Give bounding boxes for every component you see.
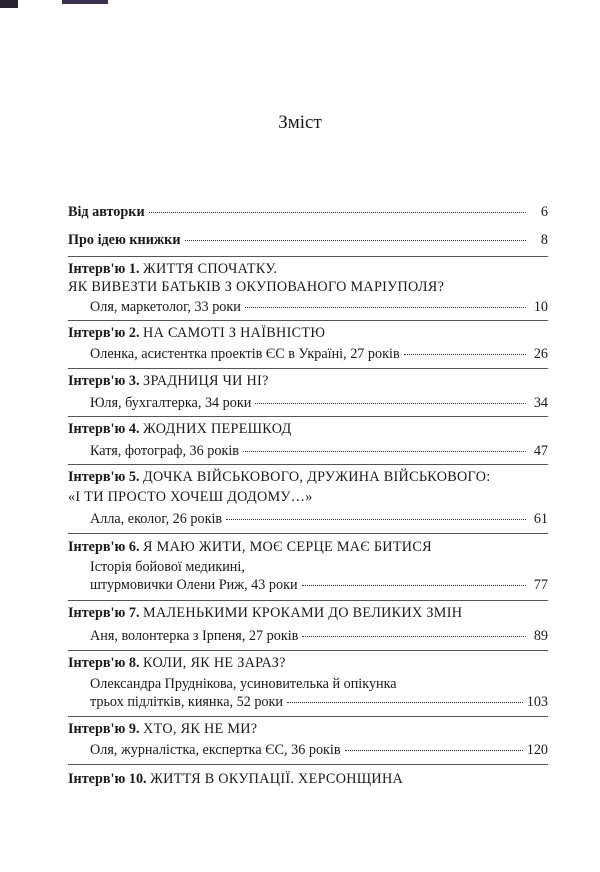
divider (68, 650, 548, 651)
interview-number: Інтерв'ю 6. (68, 539, 140, 555)
toc-entry-detail[interactable] (90, 693, 548, 711)
interviewee: Оленка, асистентка проектів ЄС в Україні, 27 років (90, 346, 400, 362)
toc-entry-detail[interactable] (90, 442, 548, 460)
interview-number: Інтерв'ю 2. (68, 325, 140, 341)
toc-page-number: 89 (533, 628, 548, 644)
toc-entry-heading[interactable] (68, 420, 292, 438)
toc-page-number: 61 (533, 511, 548, 527)
toc-page-number: 6 (540, 204, 548, 220)
divider (68, 464, 548, 465)
interview-title: НА САМОТІ З НАЇВНІСТЮ (143, 325, 326, 341)
interviewee: Оля, журналістка, експертка ЄС, 36 років (90, 742, 341, 758)
interview-title-cont: ЯК ВИВЕЗТИ БАТЬКІВ З ОКУПОВАНОГО МАРІУПОЛЯ? (68, 279, 445, 295)
interview-number: Інтерв'ю 3. (68, 373, 140, 389)
toc-entry-heading[interactable] (68, 260, 277, 278)
toc-entry-detail[interactable] (90, 627, 548, 645)
toc-entry-detail[interactable] (90, 510, 548, 528)
divider (68, 320, 548, 321)
toc-entry-heading[interactable] (68, 720, 257, 738)
divider (68, 533, 548, 534)
interviewee-line1: Олександра Пруднікова, усиновителька й опікунка (90, 676, 397, 692)
leader-dots (345, 750, 523, 751)
toc-entry-front[interactable] (68, 231, 548, 249)
interviewee-line1: Історія бойової медикині, (90, 559, 245, 575)
divider (68, 764, 548, 765)
toc-entry-heading[interactable] (68, 324, 325, 342)
toc-entry-detail[interactable] (90, 394, 548, 412)
scan-edge-mark (62, 0, 108, 4)
interview-title: Я МАЮ ЖИТИ, МОЄ СЕРЦЕ МАЄ БИТИСЯ (143, 539, 432, 555)
interview-title: МАЛЕНЬКИМИ КРОКАМИ ДО ВЕЛИКИХ ЗМІН (143, 605, 463, 621)
toc-page-number: 77 (533, 577, 548, 593)
divider (68, 416, 548, 417)
divider (68, 716, 548, 717)
toc-entry-detail[interactable] (90, 345, 548, 363)
interviewee: трьох підлітків, киянка, 52 роки (90, 694, 283, 710)
toc-entry-heading-line2 (68, 488, 313, 506)
leader-dots (245, 307, 526, 308)
toc-entry-heading[interactable] (68, 468, 491, 486)
toc-page-number: 103 (526, 694, 548, 710)
toc-entry-heading[interactable] (68, 372, 269, 390)
toc-entry-detail[interactable] (90, 298, 548, 316)
interview-title: ЖИТТЯ В ОКУПАЦІЇ. ХЕРСОНЩИНА (150, 771, 404, 787)
toc-page-number: 10 (533, 299, 548, 315)
interview-number: Інтерв'ю 9. (68, 721, 140, 737)
interview-number: Інтерв'ю 1. (68, 261, 140, 277)
leader-dots (243, 451, 526, 452)
divider (68, 600, 548, 601)
toc-entry-heading[interactable] (68, 654, 286, 672)
interview-number: Інтерв'ю 5. (68, 469, 140, 485)
toc-entry-heading[interactable] (68, 604, 462, 622)
toc-label: Від авторки (68, 204, 145, 220)
divider (68, 256, 548, 257)
interview-title: ЗРАДНИЦЯ ЧИ НІ? (143, 373, 269, 389)
leader-dots (302, 585, 526, 586)
interview-number: Інтерв'ю 10. (68, 771, 147, 787)
interviewee: Катя, фотограф, 36 років (90, 443, 239, 459)
interview-title: КОЛИ, ЯК НЕ ЗАРАЗ? (143, 655, 286, 671)
toc-page-number: 120 (526, 742, 548, 758)
page-title: Зміст (278, 112, 322, 133)
interview-title: ДОЧКА ВІЙСЬКОВОГО, ДРУЖИНА ВІЙСЬКОВОГО: (143, 469, 491, 485)
interview-number: Інтерв'ю 8. (68, 655, 140, 671)
toc-page-number: 26 (533, 346, 548, 362)
leader-dots (287, 702, 523, 703)
toc-page-number: 8 (540, 232, 548, 248)
toc-label: Про ідею книжки (68, 232, 181, 248)
toc-entry-detail[interactable] (90, 576, 548, 594)
toc-entry-detail[interactable] (90, 741, 548, 759)
interview-number: Інтерв'ю 7. (68, 605, 140, 621)
toc-page-number: 34 (533, 395, 548, 411)
interview-title: ЖИТТЯ СПОЧАТКУ. (143, 261, 278, 277)
interview-title: ЖОДНИХ ПЕРЕШКОД (143, 421, 292, 437)
interview-title-cont: «І ТИ ПРОСТО ХОЧЕШ ДОДОМУ…» (68, 489, 313, 505)
toc-page-number: 47 (533, 443, 548, 459)
divider (68, 368, 548, 369)
interviewee: Оля, маркетолог, 33 роки (90, 299, 241, 315)
toc-entry-heading[interactable] (68, 770, 403, 788)
leader-dots (302, 636, 526, 637)
interviewee: Аня, волонтерка з Ірпеня, 27 років (90, 628, 299, 644)
leader-dots (185, 240, 526, 241)
leader-dots (149, 212, 526, 213)
interviewee: Юля, бухгалтерка, 34 роки (90, 395, 252, 411)
interviewee: штурмовички Олени Риж, 43 роки (90, 577, 298, 593)
scan-edge-mark (0, 0, 18, 8)
leader-dots (226, 519, 526, 520)
toc-entry-front[interactable] (68, 203, 548, 221)
interviewee: Алла, еколог, 26 років (90, 511, 223, 527)
leader-dots (404, 354, 526, 355)
toc-entry-heading[interactable] (68, 538, 432, 556)
toc-entry-heading-line2 (68, 278, 444, 296)
interview-number: Інтерв'ю 4. (68, 421, 140, 437)
interview-title: ХТО, ЯК НЕ МИ? (143, 721, 258, 737)
leader-dots (255, 403, 526, 404)
